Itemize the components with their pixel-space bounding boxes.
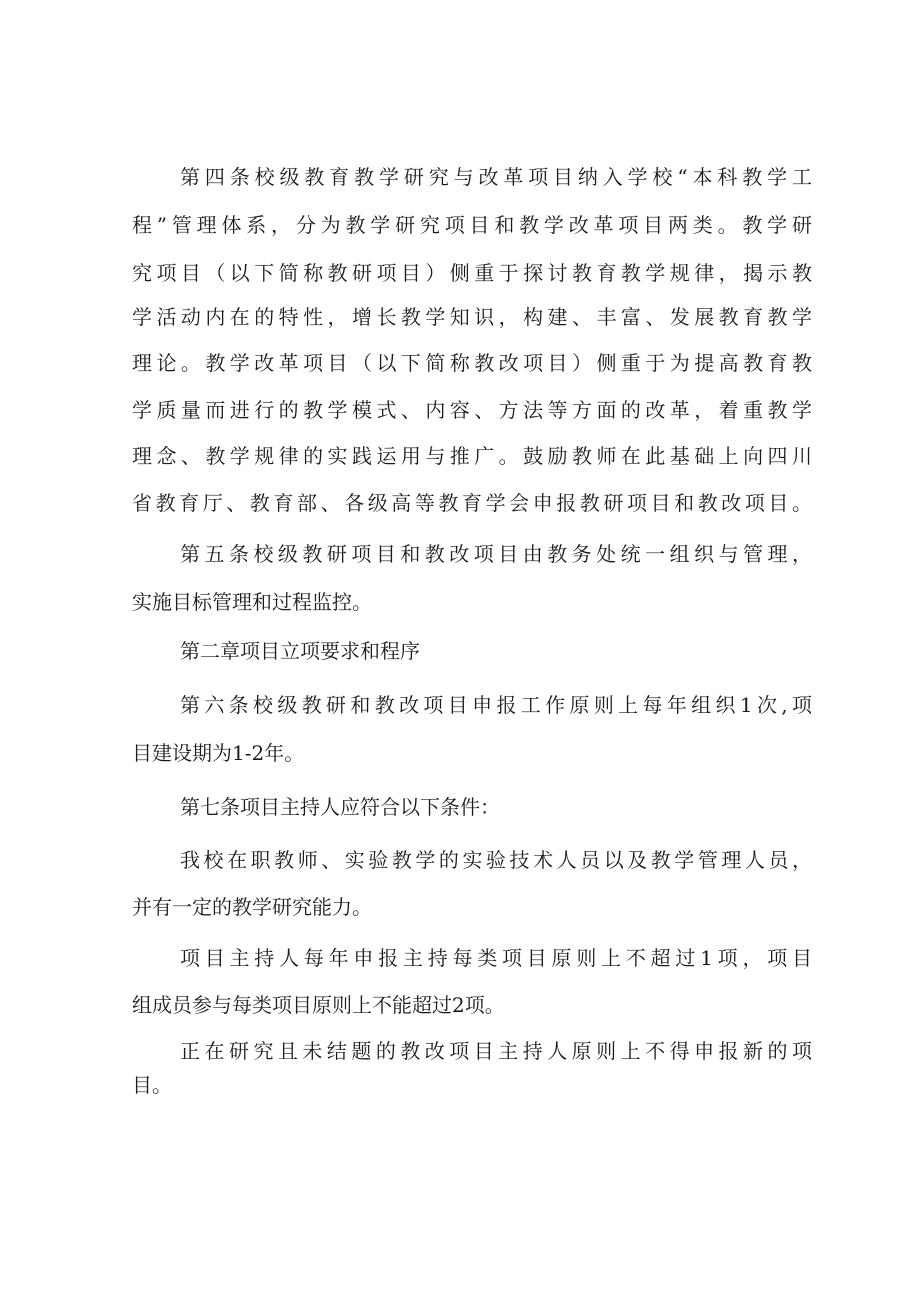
text-line: 理念、教学规律的实践运用与推广。鼓励教师在此基础上向四川 [132, 444, 812, 468]
text-line: 理论。教学改革项目（以下简称教改项目）侧重于为提高教育教 [132, 351, 812, 375]
text-line: 我校在职教师、实验教学的实验技术人员以及教学管理人员， [180, 848, 812, 872]
article-7-heading: 第七条项目主持人应符合以下条件： [180, 795, 500, 819]
text-line: 究项目（以下简称教研项目）侧重于探讨教育教学规律，揭示教 [132, 261, 812, 285]
chapter-heading: 第二章项目立项要求和程序 [180, 639, 420, 663]
text-line: 组成员参与每类项目原则上不能超过2项。 [132, 993, 505, 1017]
text-line: 第五条校级教研项目和教改项目由教务处统一组织与管理， [180, 542, 812, 566]
text-line: 省教育厅、教育部、各级高等教育学会申报教研项目和教改项目。 [132, 491, 812, 515]
text-line: 目。 [132, 1073, 172, 1097]
text-line: 实施目标管理和过程监控。 [132, 590, 372, 614]
text-line: 程”管理体系，分为教学研究项目和教学改革项目两类。教学研 [132, 213, 812, 237]
text-line: 正在研究且未结题的教改项目主持人原则上不得申报新的项 [180, 1039, 812, 1063]
text-line: 第六条校级教研和教改项目申报工作原则上每年组织1次,项 [180, 693, 812, 717]
text-line: 学活动内在的特性，增长教学知识，构建、丰富、发展教育教学 [132, 305, 812, 329]
text-line: 目建设期为1-2年。 [132, 741, 305, 765]
text-line: 并有一定的教学研究能力。 [132, 895, 372, 919]
text-line: 项目主持人每年申报主持每类项目原则上不超过1项，项目 [180, 946, 812, 970]
text-line: 学质量而进行的教学模式、内容、方法等方面的改革，着重教学 [132, 398, 812, 422]
text-line: 第四条校级教育教学研究与改革项目纳入学校“本科教学工 [180, 165, 812, 189]
